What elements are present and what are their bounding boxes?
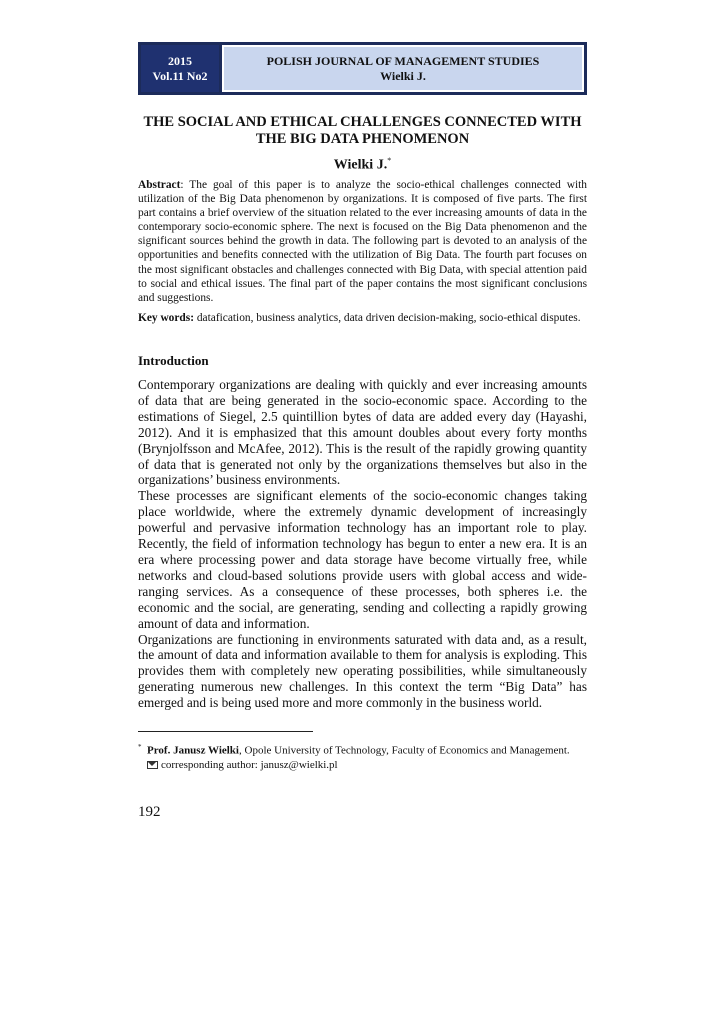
section-heading: Introduction (138, 353, 209, 368)
paragraph-3: Organizations are functioning in environments saturated with data and, as a result, the amount of data and information available to them for analysis is exploding. This provides them with completely new operating possibilities, while simultaneously generating numerous new challenges. In this context the term “Big Data” has emerged and is being used more and more commonly in the business world. (138, 631, 587, 711)
footnote-affiliation: , Opole University of Technology, Faculty of Economics and Management. (239, 744, 570, 757)
author-name: Wielki J. (333, 157, 388, 173)
keywords-text: datafication, business analytics, data driven decision-making, socio-ethical disputes. (194, 312, 581, 324)
footnote-contact-line (138, 758, 587, 772)
paragraph-1: Contemporary organizations are dealing with quickly and ever increasing amounts of data that are being generated in the socio-economic space. According to the estimations of Siegel, 2.5 quintillion bytes of data are added every day (Hayashi, 2012). And it is emphasized that this amount doubles about every forty months (Brynjolfsson and McAfee, 2012). This is the result of the rapidly growing quantity of data that is generated not only by the organizations themselves but also in the organizations’ business environments. (138, 377, 587, 488)
envelope-icon (147, 761, 158, 769)
paragraph-2: These processes are significant elements of the socio-economic changes taking place worldwide, where the extremely dynamic development of increasingly powerful and pervasive information technology has an important role to play. Recently, the field of information technology has begun to enter a new era. It is an era where processing power and data storage have become virtually free, while networks and cloud-based solutions provide users with global access and wide-ranging services. As a consequence of these processes, both spheres i.e. the economic and the social, are generating, sending and collecting a rapidly growing amount of data and information. (138, 488, 587, 631)
issue-volume: Vol.11 No2 (152, 68, 208, 83)
abstract (138, 178, 587, 305)
issue-year: 2015 (168, 53, 192, 68)
keywords-label: Key words: (138, 312, 194, 324)
journal-name: POLISH JOURNAL OF MANAGEMENT STUDIES (266, 53, 540, 68)
journal-header (138, 42, 587, 95)
author-footnote-mark: * (387, 156, 392, 165)
page-number: 192 (138, 804, 161, 820)
title-line-1: THE SOCIAL AND ETHICAL CHALLENGES CONNECTED WITH (143, 114, 582, 130)
journal-box (222, 45, 584, 92)
paper-title (138, 114, 587, 148)
footnote-mark: * (138, 743, 142, 751)
issue-box (141, 45, 222, 92)
abstract-label: Abstract (138, 179, 181, 191)
abstract-text: : The goal of this paper is to analyze the socio-ethical challenges connected with utilization of the Big Data phenomenon by organizations. It is composed of five parts. The first part contains a brief overview of the situation related to the ever increasing amounts of data in the contemporary socio-economic sphere. The next is focused on the Big Data phenomenon and the significant sources behind the growth in data. The following part is devoted to an analysis of the opportunities and benefits connected with the utilization of Big Data. The fourth part focuses on the most significant obstacles and challenges connected with Big Data, with special attention paid to social and ethical issues. The final part of the paper contains the most significant conclusions and suggestions. (138, 179, 587, 304)
footnote-divider (138, 731, 313, 732)
footnote (138, 740, 587, 772)
header-author: Wielki J. (380, 68, 426, 83)
footnote-name: Prof. Janusz Wielki (147, 744, 239, 757)
paper-author (138, 153, 587, 174)
footnote-author-line (138, 740, 587, 758)
footnote-contact: corresponding author: janusz@wielki.pl (161, 758, 338, 771)
title-line-2: THE BIG DATA PHENOMENON (255, 131, 470, 147)
keywords (138, 311, 587, 325)
introduction-body (138, 377, 587, 711)
